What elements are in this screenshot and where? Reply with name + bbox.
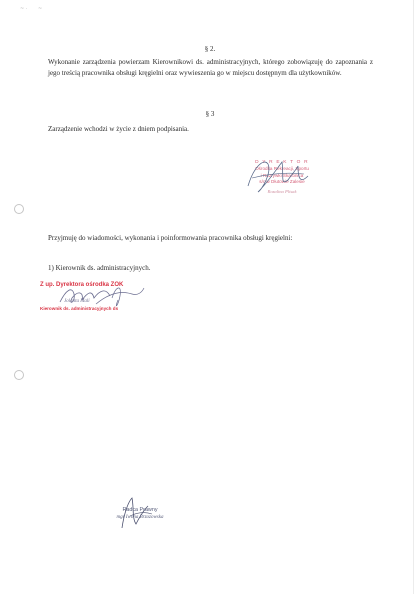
legal-counsel-signature [112,494,162,532]
section-3-heading: § 3 [205,110,215,118]
admin-stamp-name: Jolanta Mali [64,299,90,304]
scan-artifact: ~ [38,6,43,12]
legal-counsel-role: Radca Prawny [122,507,158,513]
punch-hole-top [14,204,24,214]
admin-stamp-authority: Z up. Dyrektora ośrodka ZOK [40,282,124,288]
director-signature [238,152,312,200]
acknowledgement-text: Przyjmuję do wiadomości, wykonania i poinformowania pracownika obsługi kręgielni: [48,234,293,242]
scan-artifact: ~ · [20,6,28,12]
director-stamp-name: Rozalina Plisak [267,189,297,195]
admin-signature-stroke [60,290,110,303]
punch-hole-bottom [14,370,24,380]
section-2-heading: § 2. [204,45,216,53]
admin-signature [56,280,146,314]
admin-stamp-position: Kierownik ds. administracyjnych ds [40,306,119,311]
section-3-text: Zarządzenie wchodzi w życie z dniem podpisania. [48,125,189,133]
section-2-text: Wykonanie zarządzenia powierzam Kierownikowi ds. administracyjnych, którego zobowiązuję do zapoznania z jego treścią pracownika obsługi kręgielni oraz wywieszenia go w miejscu dostępnym dla użytkowników. [48,58,373,77]
page-edge-line [413,0,414,594]
director-stamp-line: Ośrodka Rekreacji, Sportu [255,166,309,172]
director-stamp-line: i Rozrywki Skarbnica [260,172,304,178]
director-stamp-line: s/c w Dłutowie Zalesie [259,178,305,184]
admin-signature-stroke [112,288,120,306]
legal-counsel-signature-stroke [122,498,148,528]
acknowledgement-list-item: 1) Kierownik ds. administracyjnych. [48,264,151,272]
director-signature-stroke [252,173,304,178]
legal-counsel-name: mgr Iwona Brzozowska [116,515,164,520]
director-stamp-title: D Y R E K T O R [255,160,309,165]
